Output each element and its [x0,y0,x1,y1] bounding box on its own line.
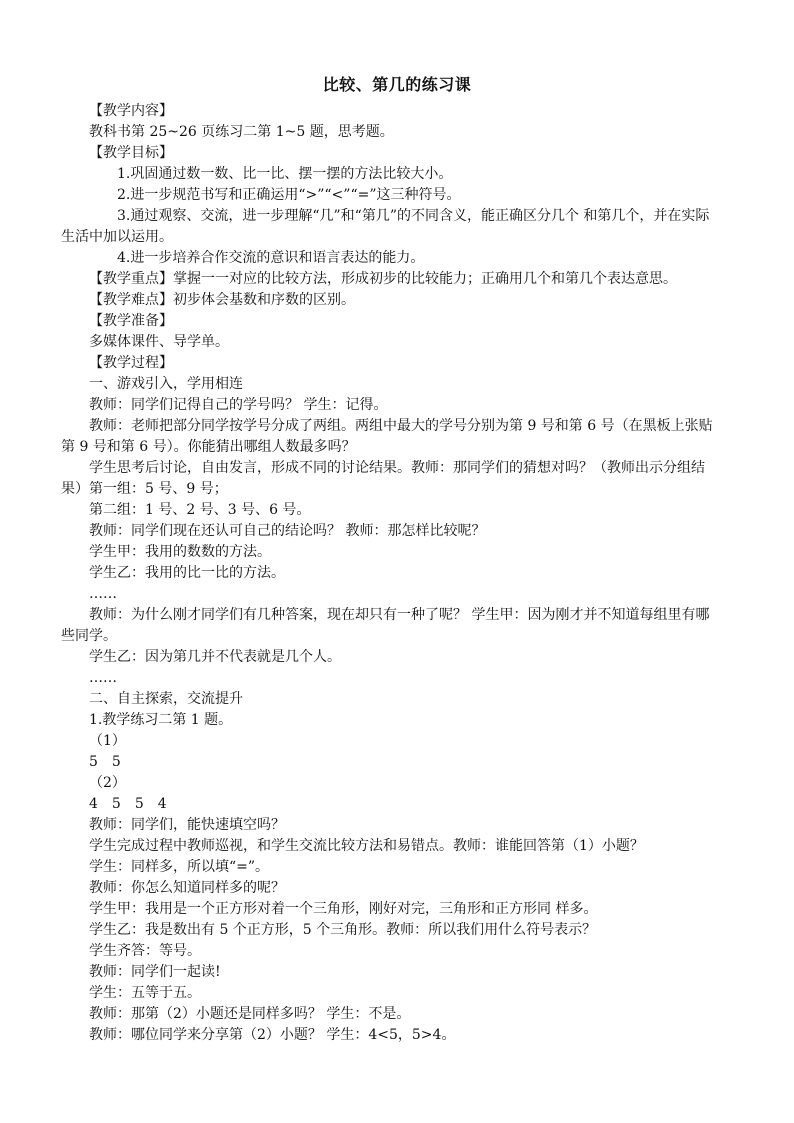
paragraph: 教科书第 25~26 页练习二第 1~5 题，思考题。 [89,124,394,140]
dialogue-line: 教师：同学们，能快速填空吗？ [89,817,285,833]
dialogue-line: 教师：老师把部分同学按学号分成了两组。两组中最大的学号分别为第 9 号和第 6 号（在黑板上张贴第 9 号和第 6 号）。你能猜出哪组人数最多吗？ [61,418,713,455]
dialogue-line: 教师：为什么刚才同学们有几种答案，现在却只有一种了呢？ 学生甲：因为刚才并不知道每组里有哪些同学。 [61,607,710,644]
document-body [61,101,723,1046]
dialogue-line: 学生甲：我用的数数的方法。 [89,544,271,560]
section-heading-goals: 【教学目标】 [89,145,173,161]
exercise-title: 1.教学练习二第 1 题。 [89,712,233,728]
paragraph: 多媒体课件、导学单。 [89,334,229,350]
dialogue-line: 学生乙：因为第几并不代表就是几个人。 [89,649,341,665]
dialogue-line: 教师：同学们记得自己的学号吗？ 学生：记得。 [89,397,388,413]
dialogue-line: 教师：同学们一起读! [89,964,221,980]
dialogue-line: 第二组：1 号、2 号、3 号、6 号。 [89,502,311,518]
subsection-heading: 二、自主探索，交流提升 [89,691,243,707]
goal-item: 2.进一步规范书写和正确运用“>”“<”“=”这三种符号。 [117,187,461,203]
exercise-label: （1） [89,733,126,749]
dialogue-line: 教师：同学们现在还认可自己的结论吗？ 教师：那怎样比较呢？ [89,523,486,539]
dialogue-line: 学生：同样多，所以填“=”。 [89,859,270,875]
subsection-heading: 一、游戏引入，学用相连 [89,376,243,392]
goal-item: 4.进一步培养合作交流的意识和语言表达的能力。 [117,250,425,266]
exercise-label: （2） [89,775,126,791]
section-heading-preparation: 【教学准备】 [89,313,173,329]
key-points: 【教学重点】掌握一一对应的比较方法，形成初步的比较能力；正确用几个和第几个表达意思。 [89,271,677,287]
goal-item: 3.通过观察、交流，进一步理解“几”和“第几”的不同含义，能正确区分几个 和第几个，并在实际生活中加以运用。 [61,208,710,245]
difficulty: 【教学难点】初步体会基数和序数的区别。 [89,292,355,308]
dialogue-line: 教师：哪位同学来分享第（2）小题？ 学生：4<5，5>4。 [89,1027,456,1043]
dialogue-line: 学生乙：我用的比一比的方法。 [89,565,285,581]
dialogue-line: 学生完成过程中教师巡视，和学生交流比较方法和易错点。教师：谁能回答第（1）小题？ [89,838,644,854]
ellipsis: …… [89,670,117,686]
section-heading-process: 【教学过程】 [89,355,173,371]
dialogue-line: 学生思考后讨论，自由发言，形成不同的讨论结果。教师：那同学们的猜想对吗？（教师出示分组结果）第一组：5 号、9 号； [61,460,705,497]
page-title: 比较、第几的练习课 [322,75,472,94]
ellipsis: …… [89,586,117,602]
exercise-values: 5 5 [89,754,121,770]
section-heading-content: 【教学内容】 [89,103,173,119]
dialogue-line: 教师：那第（2）小题还是同样多吗？ 学生：不是。 [89,1006,411,1022]
dialogue-line: 学生乙：我是数出有 5 个正方形，5 个三角形。教师：所以我们用什么符号表示？ [89,922,597,938]
dialogue-line: 教师：你怎么知道同样多的呢？ [89,880,285,896]
dialogue-line: 学生甲：我用是一个正方形对着一个三角形，刚好对完，三角形和正方形同 样多。 [89,901,598,917]
dialogue-line: 学生：五等于五。 [89,985,201,1001]
exercise-values: 4 5 5 4 [89,796,167,812]
goal-item: 1.巩固通过数一数、比一比、摆一摆的方法比较大小。 [117,166,453,182]
dialogue-line: 学生齐答：等号。 [89,943,201,959]
